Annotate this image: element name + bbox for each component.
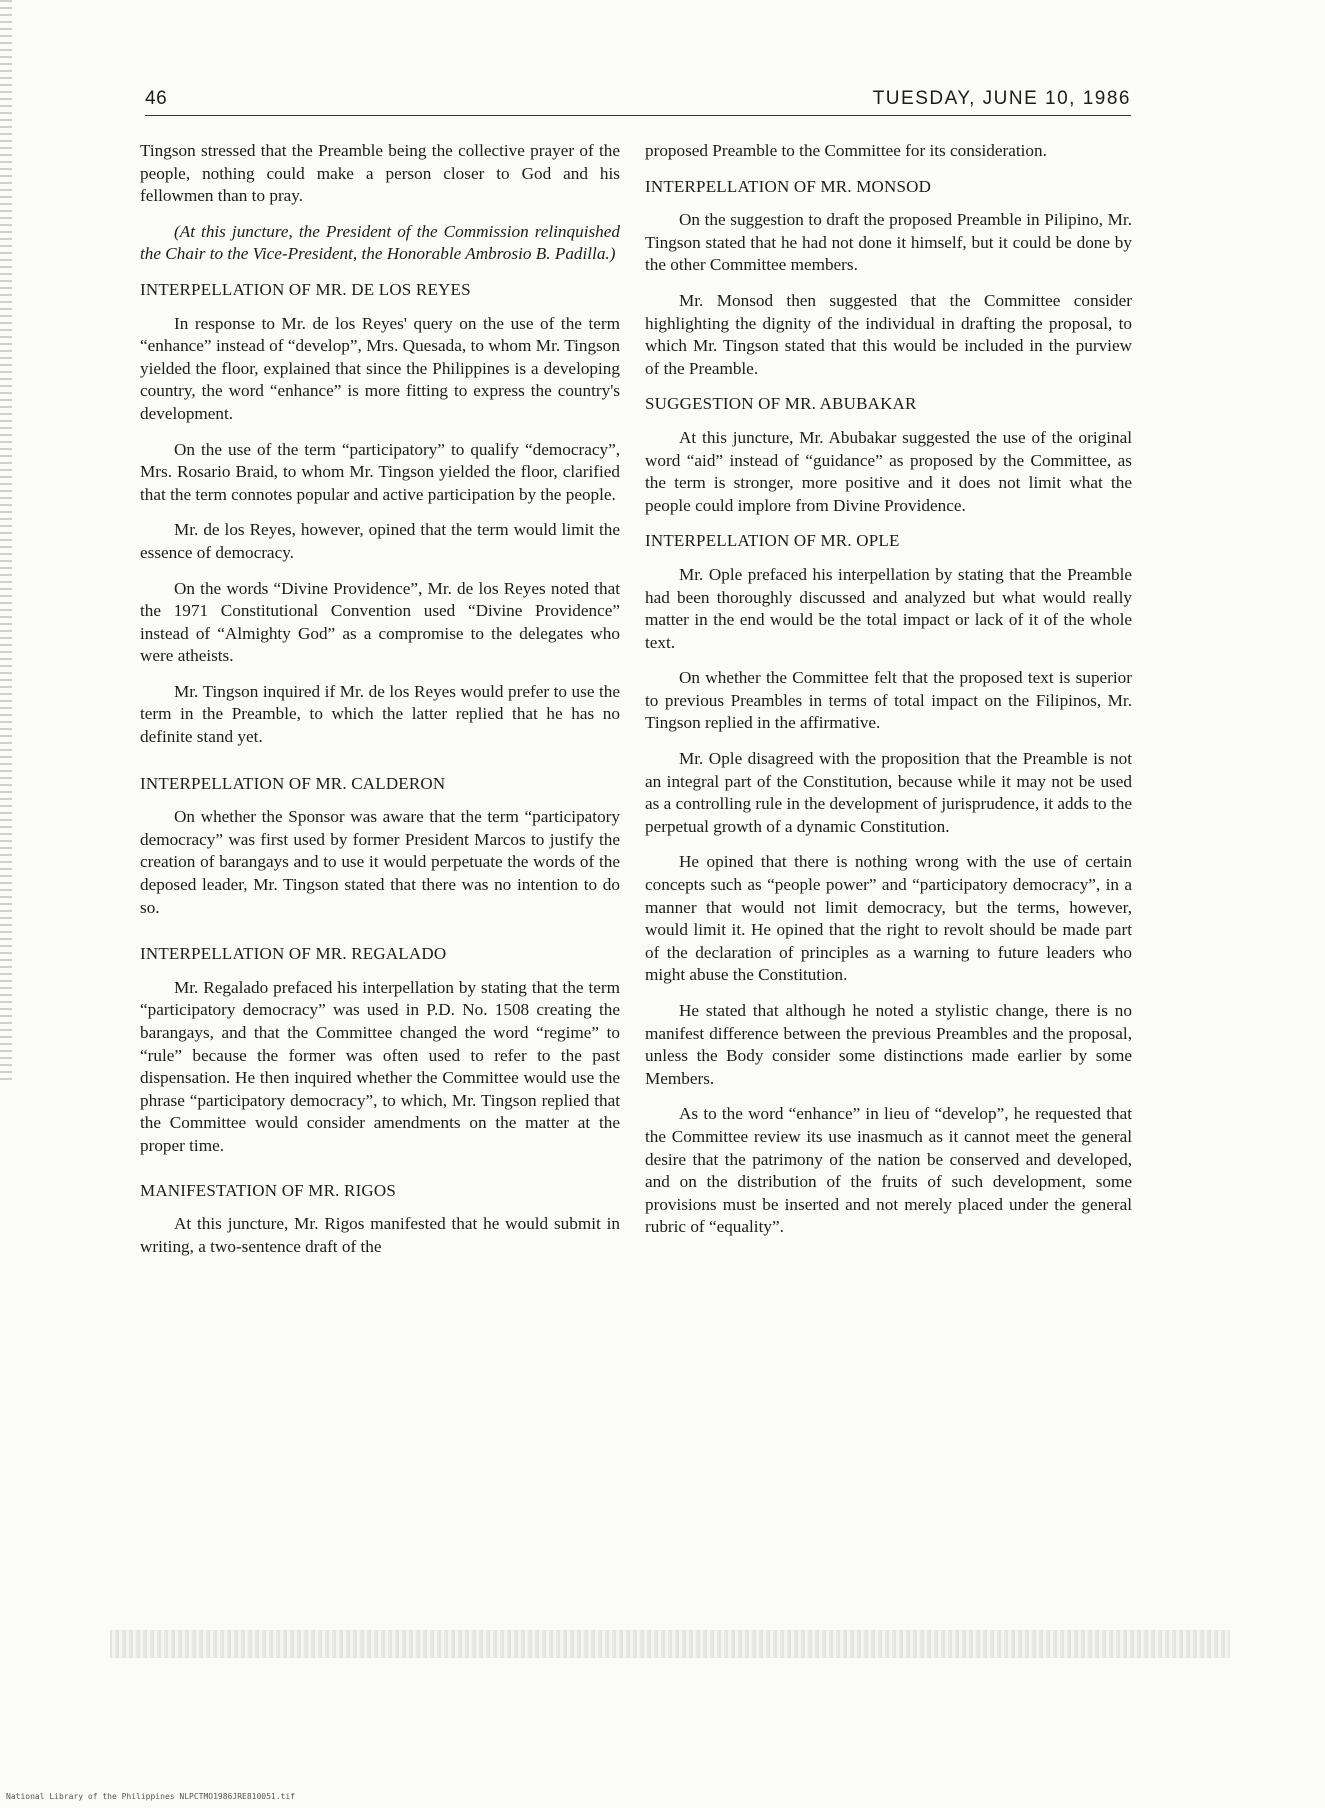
paragraph: On the use of the term “participatory” to qualify “democracy”, Mrs. Rosario Braid, to whom Mr. Tingson yielded the floor, clarified that the term connotes popular and active participation by the people. xyxy=(140,439,620,504)
section-heading: INTERPELLATION OF MR. OPLE xyxy=(645,531,900,551)
paragraph: On whether the Committee felt that the proposed text is superior to previous Preambles in terms of total impact on the Filipinos, Mr. Tingson replied in the affirmative. xyxy=(645,668,1132,733)
paragraph: Mr. de los Reyes, however, opined that the term would limit the essence of democracy. xyxy=(140,520,620,562)
paragraph: He stated that although he noted a stylistic change, there is no manifest difference between the previous Preambles and the proposal, unless the Body consider some distinctions made earlier by some Members. xyxy=(645,1001,1132,1088)
section-heading: INTERPELLATION OF MR. CALDERON xyxy=(140,773,446,793)
paragraph: At this juncture, Mr. Rigos manifested that he would submit in writing, a two-sentence draft of the xyxy=(140,1214,620,1256)
section-heading: SUGGESTION OF MR. ABUBAKAR xyxy=(645,394,917,414)
paragraph: Mr. Ople disagreed with the proposition that the Preamble is not an integral part of the Constitution, because while it may not be used as a controlling rule in the development of jurisprudence, it adds to the perpetual growth of a dynamic Constitution. xyxy=(645,749,1132,836)
paragraph: Mr. Ople prefaced his interpellation by stating that the Preamble had been thoroughly discussed and analyzed but what would really matter in the end would be the total impact or lack of it of the whole text. xyxy=(645,564,1132,652)
paragraph: As to the word “enhance” in lieu of “develop”, he requested that the Committee review its use inasmuch as it cannot meet the general desire that the patrimony of the nation be conserved and developed, and on the distribution of the fruits of such development, some provisions must be inserted and not merely placed under the general rubric of “equality”. xyxy=(645,1104,1132,1237)
paragraph: In response to Mr. de los Reyes' query on the use of the term “enhance” instead of “develop”, Mrs. Quesada, to whom Mr. Tingson yielded the floor, explained that since the Philippines is a developing country, the word “enhance” is more fitting to express the country's development. xyxy=(140,313,620,423)
paragraph: He opined that there is nothing wrong with the use of certain concepts such as “people power” and “participatory democracy”, in a manner that would not limit democracy, but the terms, however, would limit it. He opined that the right to revolt should be made part of the declaration of principles as a warning to future leaders who might abuse the Constitution. xyxy=(645,852,1132,985)
page-date: TUESDAY, JUNE 10, 1986 xyxy=(872,88,1131,109)
section-heading: INTERPELLATION OF MR. MONSOD xyxy=(645,176,932,196)
paragraph: Mr. Regalado prefaced his interpellation by stating that the term “participatory democracy” was used in P.D. No. 1508 creating the barangays, and that the Committee changed the word “regime” to “rule” because the former was often used to refer to the past dispensation. He then inquired whether the Committee would use the phrase “participatory democracy”, to which, Mr. Tingson replied that the Committee would consider amendments on the matter at the proper time. xyxy=(140,977,620,1155)
scan-noise-band xyxy=(110,1630,1230,1658)
paragraph: On the words “Divine Providence”, Mr. de los Reyes noted that the 1971 Constitutional Convention used “Divine Providence” instead of “Almighty God” as a compromise to the delegates who were atheists. xyxy=(140,578,620,666)
paragraph: At this juncture, Mr. Abubakar suggested the use of the original word “aid” instead of “guidance” as proposed by the Committee, as the term is stronger, more positive and it does not limit what the people could implore from Divine Providence. xyxy=(645,427,1132,515)
paragraph: Tingson stressed that the Preamble being the collective prayer of the people, nothing could make a person closer to God and his fellowmen than to pray. xyxy=(140,141,620,206)
scan-source-footer: National Library of the Philippines NLPCTMO1986JRE810051.tif xyxy=(6,1792,295,1801)
scan-edge-artifact xyxy=(0,0,12,1080)
paragraph: Mr. Monsod then suggested that the Committee consider highlighting the dignity of the individual in drafting the proposal, to which Mr. Tingson stated that this would be included in the purview of the Preamble. xyxy=(645,290,1132,378)
paragraph-italic-note: (At this juncture, the President of the Commission relinquished the Chair to the Vice-President, the Honorable Ambrosio B. Padilla.) xyxy=(140,221,620,264)
header-rule xyxy=(145,115,1131,116)
paragraph: Mr. Tingson inquired if Mr. de los Reyes would prefer to use the term in the Preamble, to which the latter replied that he has no definite stand yet. xyxy=(140,681,620,747)
section-heading: MANIFESTATION OF MR. RIGOS xyxy=(140,1180,397,1200)
left-column xyxy=(140,140,620,1271)
paragraph: On whether the Sponsor was aware that the term “participatory democracy” was first used by former President Marcos to justify the creation of barangays and to use it would perpetuate the words of the deposed leader, Mr. Tingson stated that there was no intention to do so. xyxy=(140,807,620,917)
paragraph: On the suggestion to draft the proposed Preamble in Pilipino, Mr. Tingson stated that he had not done it himself, but it could be done by the other Committee members. xyxy=(645,210,1132,275)
section-heading: INTERPELLATION OF MR. REGALADO xyxy=(140,944,447,964)
section-heading: INTERPELLATION OF MR. DE LOS REYES xyxy=(140,279,471,299)
right-column xyxy=(645,140,1132,1252)
page-number: 46 xyxy=(145,88,168,109)
paragraph: proposed Preamble to the Committee for its consideration. xyxy=(645,141,1047,160)
